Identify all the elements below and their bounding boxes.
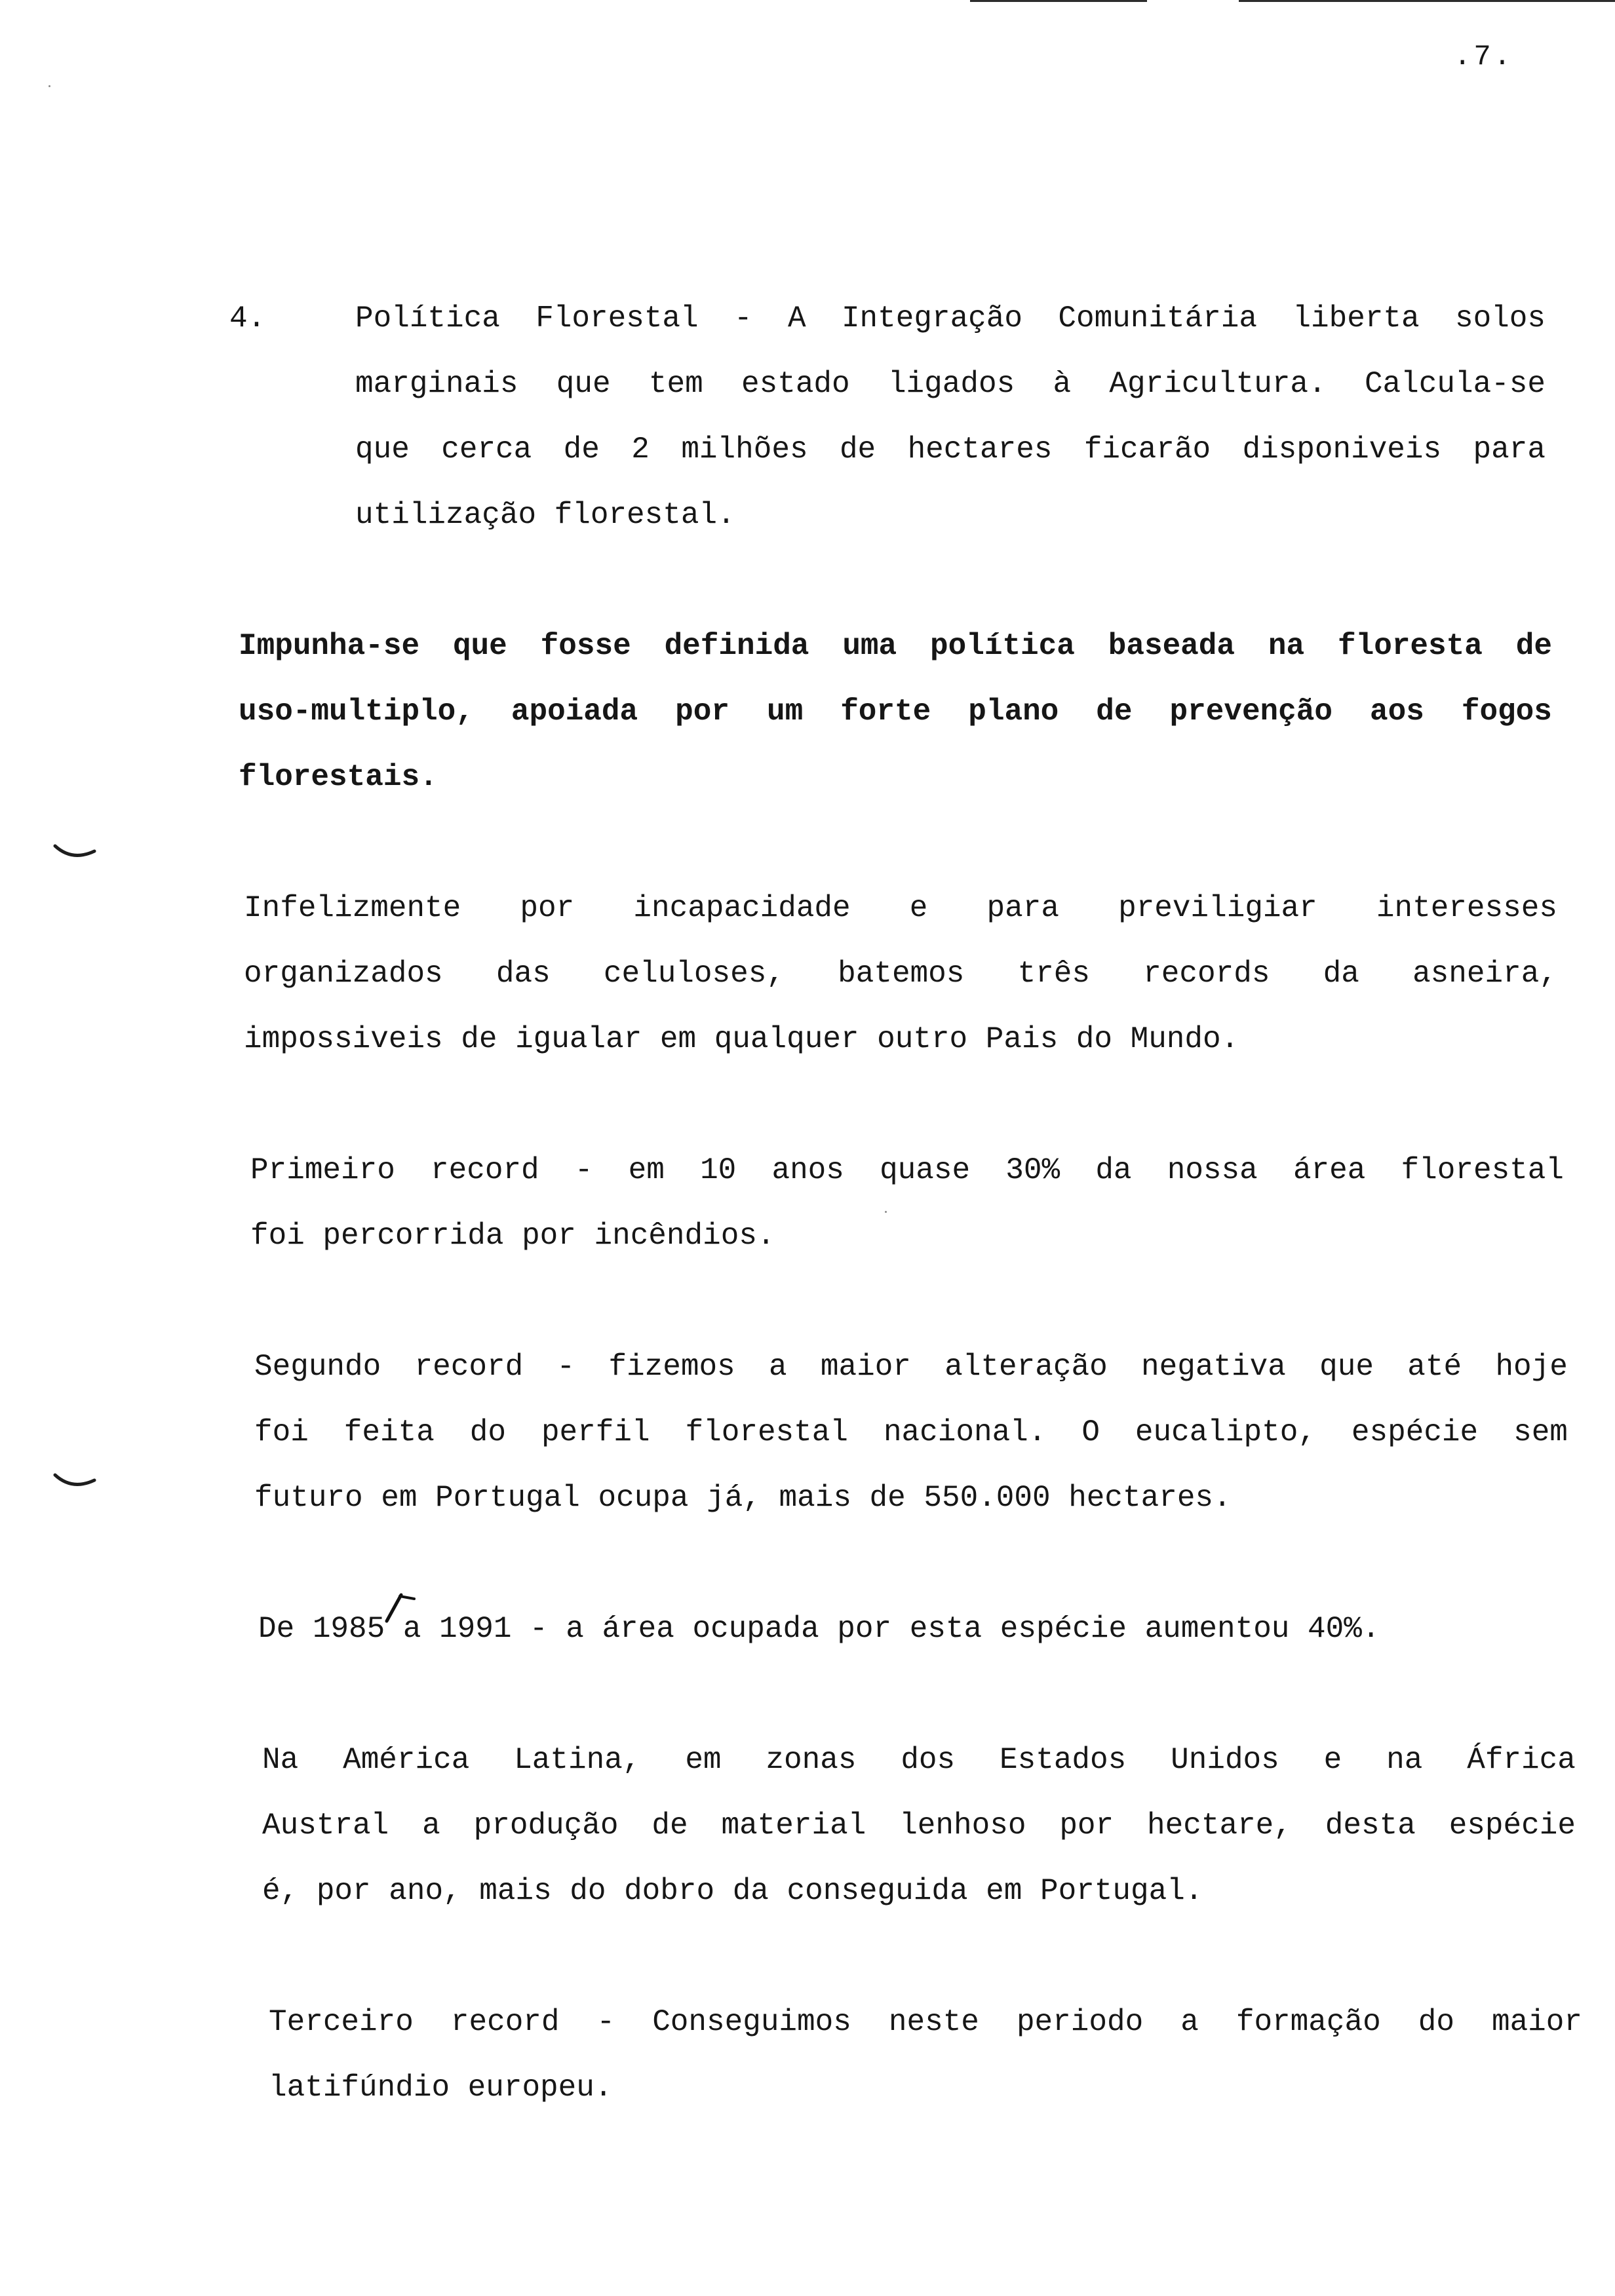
word: da bbox=[1095, 1153, 1132, 1187]
word: dos bbox=[901, 1743, 956, 1777]
word: quase bbox=[880, 1153, 971, 1187]
word: ocupada bbox=[692, 1612, 819, 1646]
text-line bbox=[355, 351, 1546, 417]
word: cerca bbox=[441, 432, 532, 467]
word: floresta bbox=[1338, 629, 1483, 663]
word: interesses bbox=[1376, 891, 1557, 925]
word: África bbox=[1467, 1743, 1576, 1777]
word: Portugal. bbox=[1040, 1874, 1203, 1908]
word: outro bbox=[877, 1022, 968, 1056]
text-line bbox=[269, 2055, 1582, 2120]
word: - bbox=[734, 301, 752, 335]
word: Conseguimos bbox=[652, 2005, 851, 2039]
word: incêndios. bbox=[594, 1219, 775, 1253]
word: O bbox=[1081, 1415, 1100, 1449]
word: utilização bbox=[355, 498, 537, 532]
word: em bbox=[659, 1022, 697, 1056]
word: em bbox=[986, 1874, 1022, 1908]
word: percorrida bbox=[322, 1219, 504, 1253]
word: hectares. bbox=[1068, 1481, 1232, 1515]
word: zonas bbox=[766, 1743, 857, 1777]
word: do bbox=[469, 1415, 506, 1449]
word: igualar bbox=[515, 1022, 642, 1056]
word: hectare, bbox=[1147, 1808, 1292, 1843]
word: nacional. bbox=[883, 1415, 1047, 1449]
paragraph-america-latina bbox=[262, 1727, 1576, 1924]
word: foi bbox=[250, 1219, 305, 1253]
text-line bbox=[355, 417, 1546, 482]
paragraph-impunha bbox=[239, 613, 1552, 810]
word: aos bbox=[1370, 695, 1424, 729]
word: à bbox=[1053, 367, 1072, 401]
word: futuro bbox=[254, 1481, 363, 1515]
word: uso-multiplo, bbox=[239, 695, 474, 729]
word: mais bbox=[779, 1481, 851, 1515]
word: das bbox=[496, 957, 551, 991]
word: de bbox=[461, 1022, 497, 1056]
word: 550.000 bbox=[924, 1481, 1051, 1515]
text-line bbox=[355, 286, 1546, 351]
word: para bbox=[986, 891, 1059, 925]
word: em bbox=[685, 1743, 722, 1777]
text-line bbox=[355, 482, 1546, 548]
word: organizados bbox=[244, 957, 443, 991]
word: celuloses, bbox=[603, 957, 785, 991]
word: a bbox=[402, 1612, 421, 1646]
word: De bbox=[258, 1612, 295, 1646]
word: A bbox=[787, 301, 806, 335]
word: batemos bbox=[838, 957, 965, 991]
word: área bbox=[602, 1612, 674, 1646]
word: Segundo bbox=[254, 1350, 381, 1384]
word: um bbox=[766, 695, 804, 729]
word: qualquer bbox=[714, 1022, 859, 1056]
paragraph-politica bbox=[355, 286, 1546, 548]
word: de bbox=[563, 432, 600, 467]
word: record bbox=[414, 1350, 524, 1384]
word: negativa bbox=[1141, 1350, 1286, 1384]
word: da bbox=[1323, 957, 1359, 991]
word: material bbox=[721, 1808, 866, 1843]
word: Primeiro bbox=[250, 1153, 395, 1187]
top-rule-right bbox=[1239, 0, 1615, 2]
text-line bbox=[250, 1138, 1564, 1203]
word: por bbox=[1059, 1808, 1114, 1843]
word: 1991 bbox=[439, 1612, 512, 1646]
word: florestais. bbox=[239, 760, 438, 794]
word: Comunitária bbox=[1058, 301, 1258, 335]
word: Infelizmente bbox=[244, 891, 461, 925]
word: estado bbox=[741, 367, 850, 401]
item-number: 4. bbox=[229, 301, 266, 335]
word: foi bbox=[254, 1415, 309, 1449]
word: plano bbox=[968, 695, 1059, 729]
paragraph-de-1985 bbox=[258, 1596, 1572, 1662]
word: Agricultura. bbox=[1109, 367, 1327, 401]
word: - bbox=[574, 1153, 593, 1187]
word: Unidos bbox=[1171, 1743, 1279, 1777]
top-rule-left bbox=[970, 0, 1147, 2]
text-line bbox=[254, 1465, 1568, 1531]
word: solos bbox=[1454, 301, 1546, 335]
word: liberta bbox=[1293, 301, 1420, 335]
word: prevenção bbox=[1169, 695, 1333, 729]
word: formação bbox=[1236, 2005, 1381, 2039]
text-line bbox=[244, 875, 1557, 941]
word: três bbox=[1017, 957, 1090, 991]
word: de bbox=[1096, 695, 1133, 729]
word: Estados bbox=[1000, 1743, 1127, 1777]
word: fogos bbox=[1461, 695, 1552, 729]
word: Terceiro bbox=[269, 2005, 414, 2039]
word: Portugal bbox=[435, 1481, 580, 1515]
word: tem bbox=[648, 367, 703, 401]
word: por bbox=[522, 1219, 576, 1253]
word: europeu. bbox=[467, 2071, 613, 2105]
word: ano, bbox=[389, 1874, 461, 1908]
word: Calcula-se bbox=[1364, 367, 1546, 401]
word: 30% bbox=[1005, 1153, 1060, 1187]
text-line bbox=[254, 1334, 1568, 1400]
word: hectares bbox=[907, 432, 1053, 467]
word: Florestal bbox=[535, 301, 699, 335]
word: Integração bbox=[841, 301, 1022, 335]
word: da bbox=[732, 1874, 769, 1908]
word: lenhoso bbox=[899, 1808, 1026, 1843]
word: - bbox=[556, 1350, 575, 1384]
word: Austral bbox=[262, 1808, 389, 1843]
word: que bbox=[556, 367, 611, 401]
word: na bbox=[1268, 629, 1305, 663]
word: do bbox=[1076, 1022, 1112, 1056]
text-line bbox=[239, 744, 1552, 810]
word: do bbox=[570, 1874, 606, 1908]
word: records bbox=[1143, 957, 1270, 991]
text-speck bbox=[885, 1211, 887, 1213]
text-line bbox=[244, 1006, 1557, 1072]
word: conseguida bbox=[787, 1874, 968, 1908]
margin-speck bbox=[49, 85, 50, 87]
word: uma bbox=[842, 629, 897, 663]
word: de bbox=[1515, 629, 1552, 663]
page-number: .7. bbox=[1454, 41, 1514, 73]
word: record bbox=[431, 1153, 539, 1187]
word: alteração bbox=[944, 1350, 1108, 1384]
word: florestal bbox=[1401, 1153, 1564, 1187]
word: política bbox=[930, 629, 1075, 663]
word: Mundo. bbox=[1130, 1022, 1239, 1056]
word: baseada bbox=[1108, 629, 1235, 663]
word: - bbox=[530, 1612, 548, 1646]
word: de bbox=[869, 1481, 906, 1515]
word: anos bbox=[771, 1153, 844, 1187]
word: florestal bbox=[685, 1415, 848, 1449]
word: área bbox=[1293, 1153, 1366, 1187]
word: maior bbox=[1491, 2005, 1582, 2039]
text-line bbox=[262, 1793, 1576, 1858]
word: a bbox=[1180, 2005, 1199, 2039]
word: record bbox=[450, 2005, 560, 2039]
text-line bbox=[269, 1989, 1582, 2055]
word: apoiada bbox=[511, 695, 638, 729]
word: a bbox=[422, 1808, 440, 1843]
word: do bbox=[1418, 2005, 1454, 2039]
word: e bbox=[1323, 1743, 1342, 1777]
text-line bbox=[244, 941, 1557, 1006]
word: é, bbox=[262, 1874, 299, 1908]
word: sem bbox=[1513, 1415, 1568, 1449]
word: incapacidade bbox=[633, 891, 851, 925]
word: - bbox=[596, 2005, 615, 2039]
handwritten-digit-correction bbox=[378, 1591, 423, 1630]
word: América bbox=[343, 1743, 470, 1777]
word: Na bbox=[262, 1743, 299, 1777]
word: por bbox=[520, 891, 575, 925]
word: a bbox=[768, 1350, 787, 1384]
margin-tick-mark-2 bbox=[52, 1471, 98, 1497]
text-line bbox=[239, 613, 1552, 679]
text-line bbox=[250, 1203, 1564, 1269]
word: produção bbox=[473, 1808, 619, 1843]
word: em bbox=[381, 1481, 418, 1515]
word: espécie bbox=[1351, 1415, 1479, 1449]
word: milhões bbox=[681, 432, 808, 467]
text-line bbox=[262, 1858, 1576, 1924]
word: na bbox=[1386, 1743, 1423, 1777]
word: 40%. bbox=[1308, 1612, 1380, 1646]
word: marginais bbox=[355, 367, 518, 401]
word: Política bbox=[355, 301, 500, 335]
word: desta bbox=[1325, 1808, 1416, 1843]
margin-tick-mark bbox=[52, 842, 98, 868]
paragraph-terceiro-record bbox=[269, 1989, 1582, 2120]
word: neste bbox=[888, 2005, 979, 2039]
paragraph-infelizmente bbox=[244, 875, 1557, 1072]
text-line bbox=[258, 1596, 1572, 1662]
word: perfil bbox=[541, 1415, 650, 1449]
word: espécie bbox=[1000, 1612, 1127, 1646]
text-line bbox=[239, 679, 1552, 744]
word: fosse bbox=[540, 629, 631, 663]
word: ficarão bbox=[1083, 432, 1211, 467]
word: espécie bbox=[1449, 1808, 1576, 1843]
text-line bbox=[262, 1727, 1576, 1793]
word: de bbox=[839, 432, 876, 467]
word: por bbox=[316, 1874, 371, 1908]
word: e bbox=[909, 891, 928, 925]
word: nossa bbox=[1167, 1153, 1258, 1187]
word: de bbox=[652, 1808, 688, 1843]
word: em bbox=[628, 1153, 665, 1187]
text-line bbox=[254, 1400, 1568, 1465]
word: 2 bbox=[631, 432, 650, 467]
word: por bbox=[675, 695, 730, 729]
word: ocupa bbox=[598, 1481, 689, 1515]
word: para bbox=[1473, 432, 1546, 467]
word: até bbox=[1407, 1350, 1462, 1384]
word: impossiveis bbox=[244, 1022, 443, 1056]
word: florestal. bbox=[554, 498, 735, 532]
word: que bbox=[355, 432, 410, 467]
word: maior bbox=[820, 1350, 911, 1384]
paragraph-primeiro-record bbox=[250, 1138, 1564, 1269]
word: fizemos bbox=[608, 1350, 735, 1384]
word: aumentou bbox=[1144, 1612, 1290, 1646]
word: hoje bbox=[1495, 1350, 1568, 1384]
word: mais bbox=[479, 1874, 552, 1908]
word: que bbox=[452, 629, 507, 663]
word: forte bbox=[840, 695, 931, 729]
word: disponiveis bbox=[1242, 432, 1442, 467]
word: ligados bbox=[887, 367, 1015, 401]
word: 10 bbox=[700, 1153, 737, 1187]
word: feita bbox=[343, 1415, 435, 1449]
word: por bbox=[837, 1612, 892, 1646]
word: periodo bbox=[1016, 2005, 1144, 2039]
word: 1985 bbox=[312, 1612, 385, 1646]
word: que bbox=[1319, 1350, 1374, 1384]
paragraph-segundo-record bbox=[254, 1334, 1568, 1531]
word: previligiar bbox=[1118, 891, 1317, 925]
word: latifúndio bbox=[269, 2071, 450, 2105]
word: já, bbox=[707, 1481, 761, 1515]
word: Latina, bbox=[514, 1743, 641, 1777]
word: definida bbox=[664, 629, 809, 663]
word: asneira, bbox=[1412, 957, 1557, 991]
word: dobro bbox=[624, 1874, 715, 1908]
word: esta bbox=[909, 1612, 983, 1646]
word: a bbox=[566, 1612, 584, 1646]
word: eucalipto, bbox=[1135, 1415, 1316, 1449]
word: Impunha-se bbox=[239, 629, 420, 663]
word: Pais bbox=[985, 1022, 1059, 1056]
